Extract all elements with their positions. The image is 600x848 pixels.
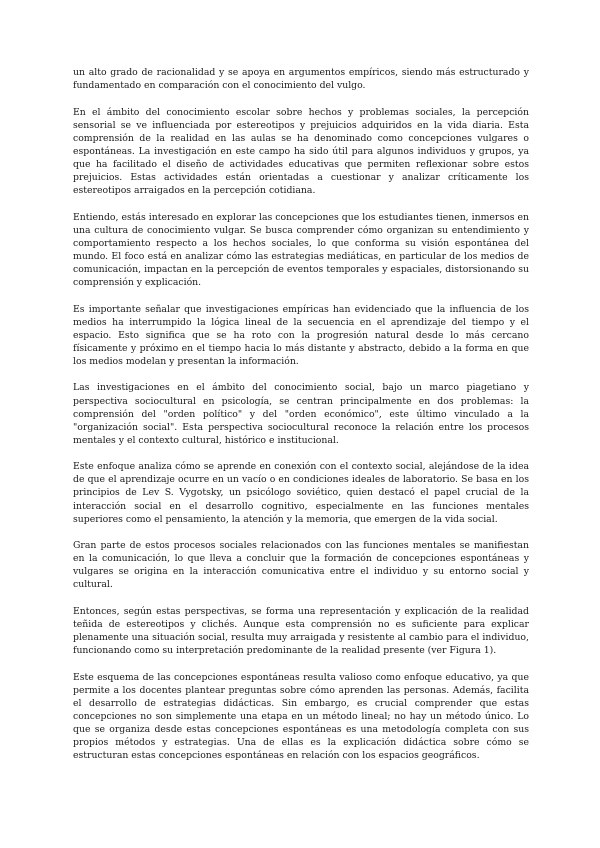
- paragraph-stereotyped-representation: Entonces, según estas perspectivas, se forma una representación y explicación de la realidad teñida de estereotipos y clichés. Aunque esta comprensión no es suficiente para explicar plenamente una situación social, resulta muy arraigada y resistente al cambio para el individuo, funcionando como su interpretación predominante de la realidad presente (ver Figura 1).: [73, 605, 529, 657]
- paragraph-media-influence: Es importante señalar que investigaciones empíricas han evidenciado que la influencia de los medios ha interrumpido la lógica lineal de la secuencia en el aprendizaje del tiempo y el espacio. Esto significa que se ha roto con la progresión natural desde lo más cercano físicamente y próximo en el tiempo hacia lo más distante y abstracto, debido a la forma en que los medios modelan y presentan la información.: [73, 303, 529, 367]
- paragraph-communication: Gran parte de estos procesos sociales relacionados con las funciones mentales se manifiestan en la comunicación, lo que lleva a concluir que la formación de concepciones espontáneas y vulgares se origina en la interacción comunicativa entre el individuo y su entorno social y cultural.: [73, 540, 529, 591]
- paragraph-educational-scheme: Este esquema de las concepciones espontáneas resulta valioso como enfoque educativo, ya que permite a los docentes plantear preguntas sobre cómo aprenden las personas. Además, facilita el desarrollo de estrategias didácticas. Sin embargo, es crucial comprender que estas concepciones no son simplemente una etapa en un método lineal; no hay un método único. Lo que se organiza desde estas concepciones espontáneas es una metodología completa con sus propios métodos y estrategias. Una de ellas es la explicación didáctica sobre cómo se estructuran estas concepciones espontáneas en relación con los espacios geográficos.: [73, 671, 529, 762]
- paragraph-vygotsky-approach: Este enfoque analiza cómo se aprende en conexión con el contexto social, alejándose de la idea de que el aprendizaje ocurre en un vacío o en condiciones ideales de laboratorio. Se basa en los principios de Lev S. Vygotsky, un psicólogo soviético, quien destacó el papel crucial de la interacción social en el desarrollo cognitivo, especialmente en las funciones mentales superiores como el pensamiento, la atención y la memoria, que emergen de la vida social.: [73, 461, 529, 525]
- paragraph-student-conceptions: Entiendo, estás interesado en explorar las concepciones que los estudiantes tienen, inmersos en una cultura de conocimiento vulgar. Se busca comprender cómo organizan su entendimiento y comportamiento respecto a los hechos sociales, lo que conforma su visión espontánea del mundo. El foco está en analizar cómo las estrategias mediáticas, en particular de los medios de comunicación, impactan en la percepción de eventos temporales y espaciales, distorsionando su comprensión y explicación.: [73, 211, 529, 289]
- paragraph-school-knowledge: En el ámbito del conocimiento escolar sobre hechos y problemas sociales, la percepción sensorial se ve influenciada por estereotipos y prejuicios adquiridos en la vida diaria. Esta comprensión de la realidad en las aulas se ha denominado como concepciones vulgares o espontáneas. La investigación en este campo ha sido útil para algunos individuos y grupos, ya que ha facilitado el diseño de actividades educativas que permiten reflexionar sobre estos prejuicios. Estas actividades están orientadas a cuestionar y analizar críticamente los estereotipos arraigados en la percepción cotidiana.: [73, 106, 529, 197]
- paragraph-social-knowledge-research: Las investigaciones en el ámbito del conocimiento social, bajo un marco piagetiano y perspectiva sociocultural en psicología, se centran principalmente en dos problemas: la comprensión del "orden político" y del "orden económico", este último vinculado a la "organización social". Esta perspectiva sociocultural reconoce la relación entre los procesos mentales y el contexto cultural, histórico e institucional.: [73, 382, 529, 446]
- paragraph-continuation: un alto grado de racionalidad y se apoya en argumentos empíricos, siendo más estructurado y fundamentado en comparación con el conocimiento del vulgo.: [73, 67, 529, 92]
- document-page: [73, 66, 529, 776]
